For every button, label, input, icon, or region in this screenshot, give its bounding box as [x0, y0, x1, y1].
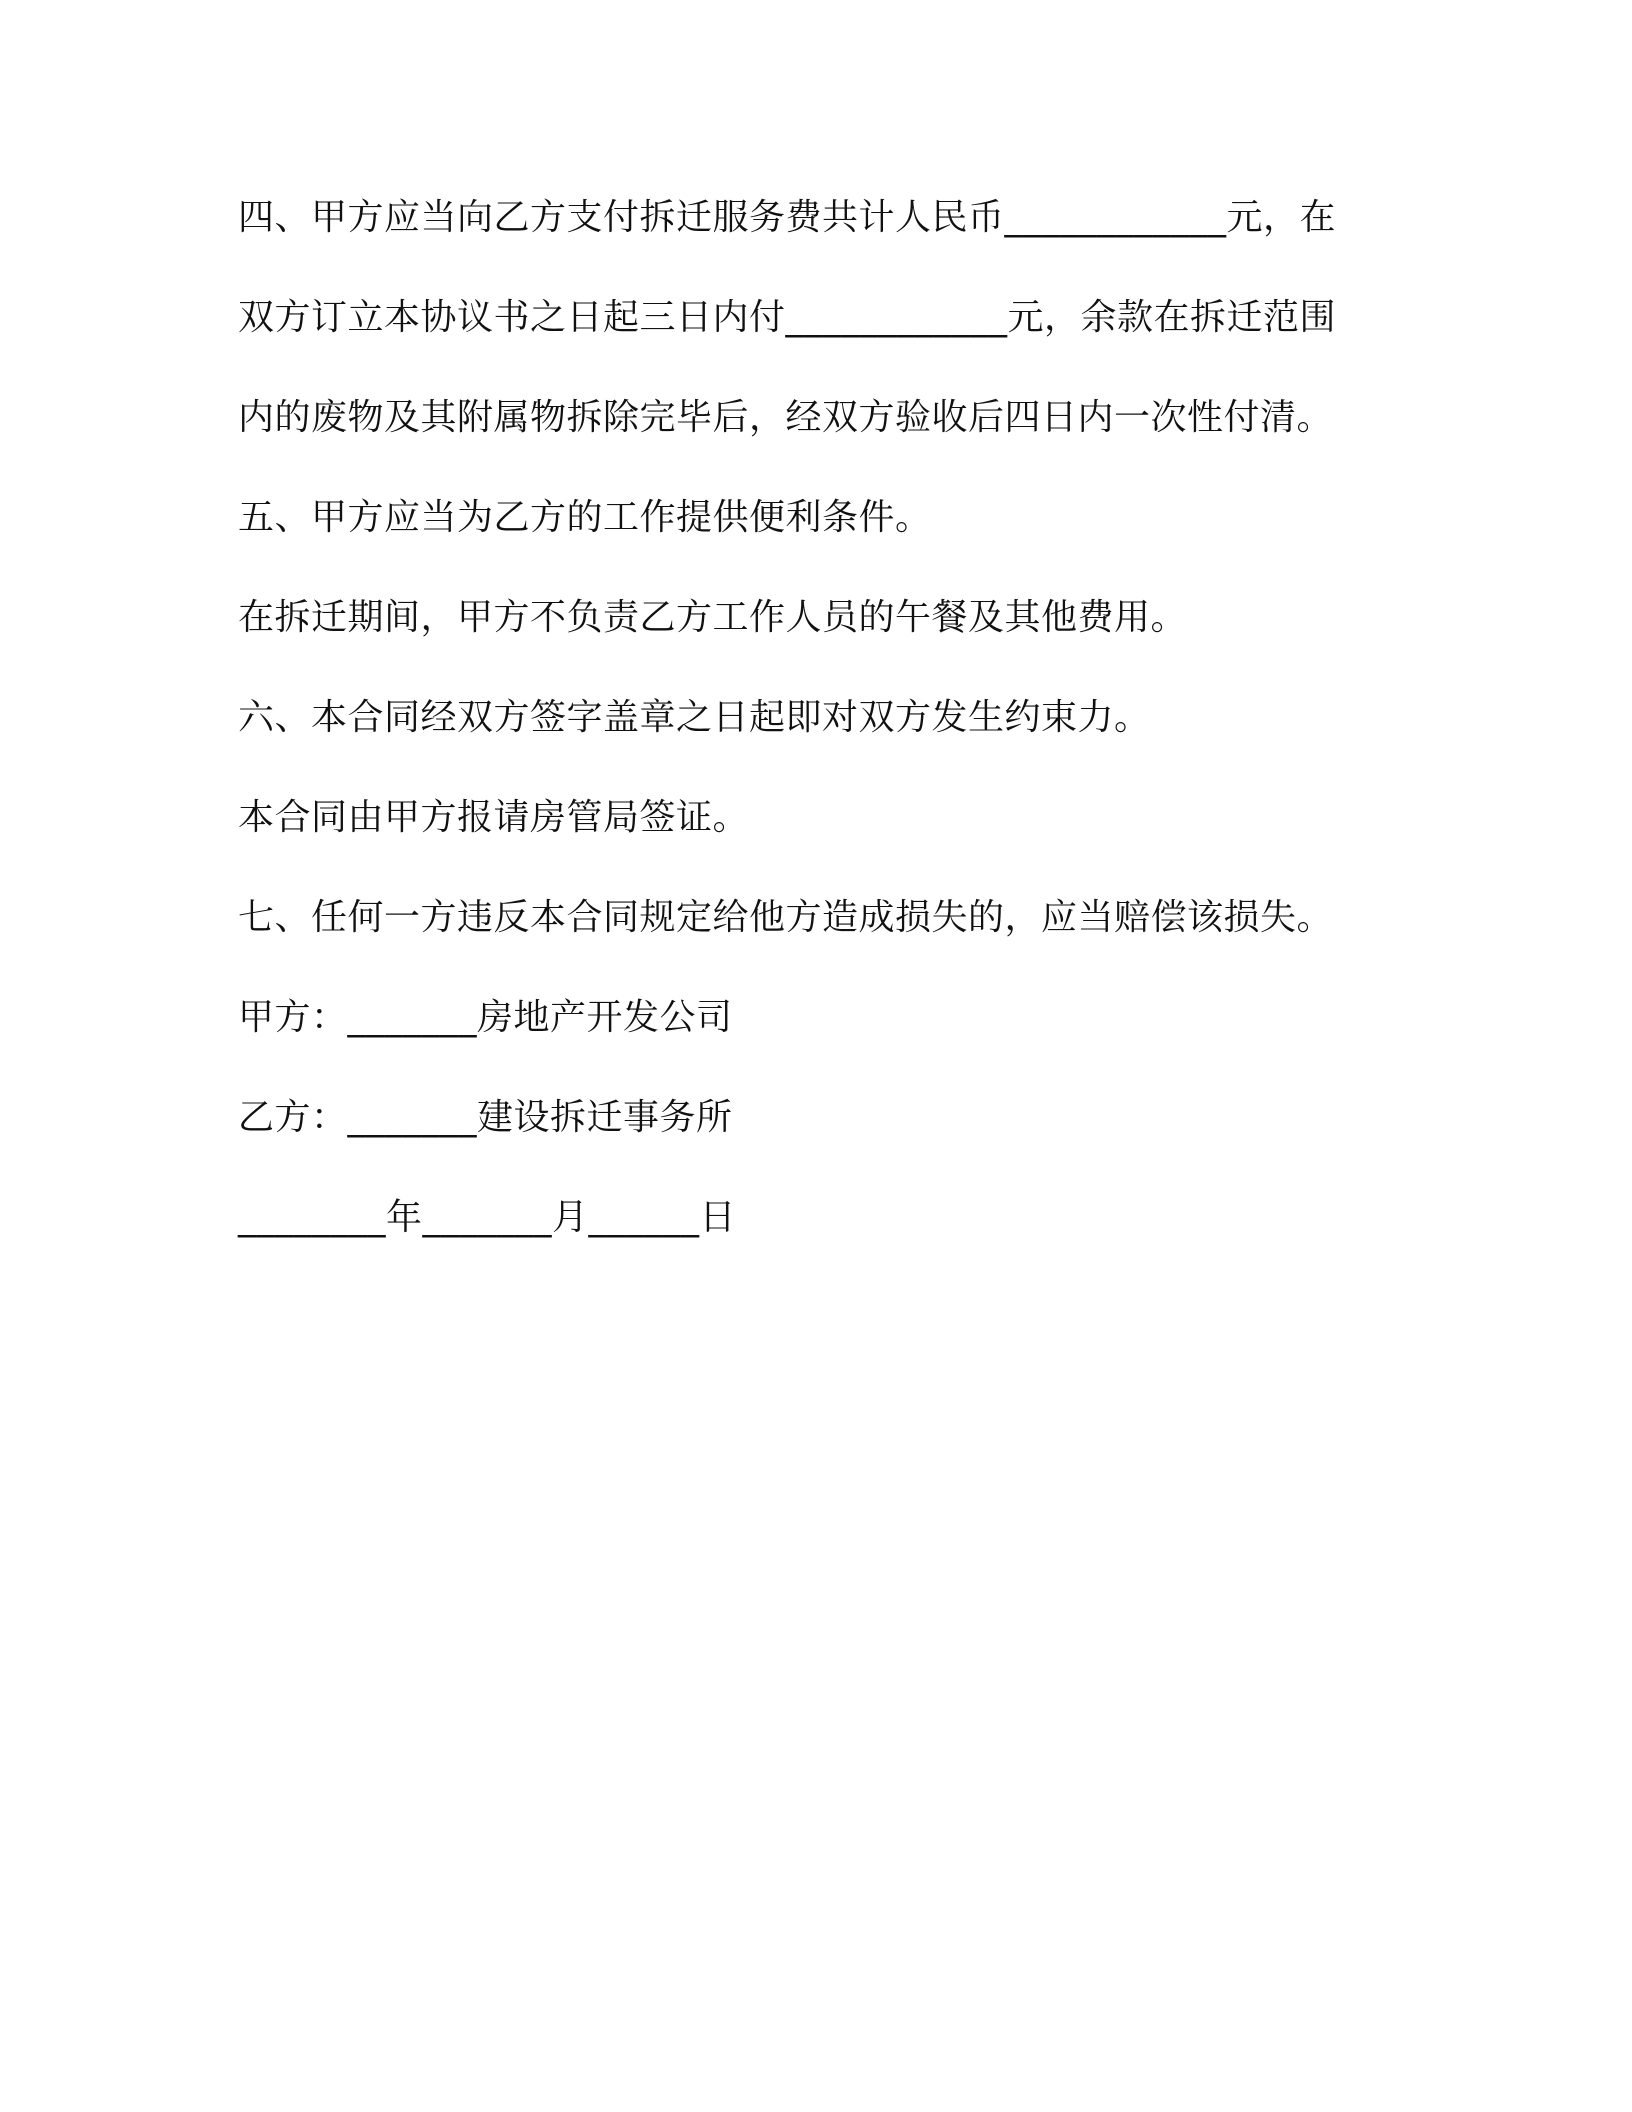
party-a-signature: 甲方：_______房地产开发公司	[238, 997, 733, 1038]
clause-6-note: 本合同由甲方报请房管局签证。	[238, 797, 750, 838]
clause-4-line-2: 双方订立本协议书之日起三日内付____________元，余款在拆迁范围	[238, 297, 1337, 338]
date-line: ________年_______月______日	[238, 1197, 736, 1238]
clause-4-line-1: 四、甲方应当向乙方支付拆迁服务费共计人民币____________元，在	[238, 197, 1337, 238]
clause-5-note: 在拆迁期间，甲方不负责乙方工作人员的午餐及其他费用。	[238, 597, 1188, 638]
clause-7: 七、任何一方违反本合同规定给他方造成损失的，应当赔偿该损失。	[238, 897, 1334, 938]
clause-5: 五、甲方应当为乙方的工作提供便利条件。	[238, 497, 932, 538]
clause-6: 六、本合同经双方签字盖章之日起即对双方发生约束力。	[238, 697, 1151, 738]
party-b-signature: 乙方：_______建设拆迁事务所	[238, 1097, 733, 1138]
clause-4-line-3: 内的废物及其附属物拆除完毕后，经双方验收后四日内一次性付清。	[238, 397, 1334, 438]
